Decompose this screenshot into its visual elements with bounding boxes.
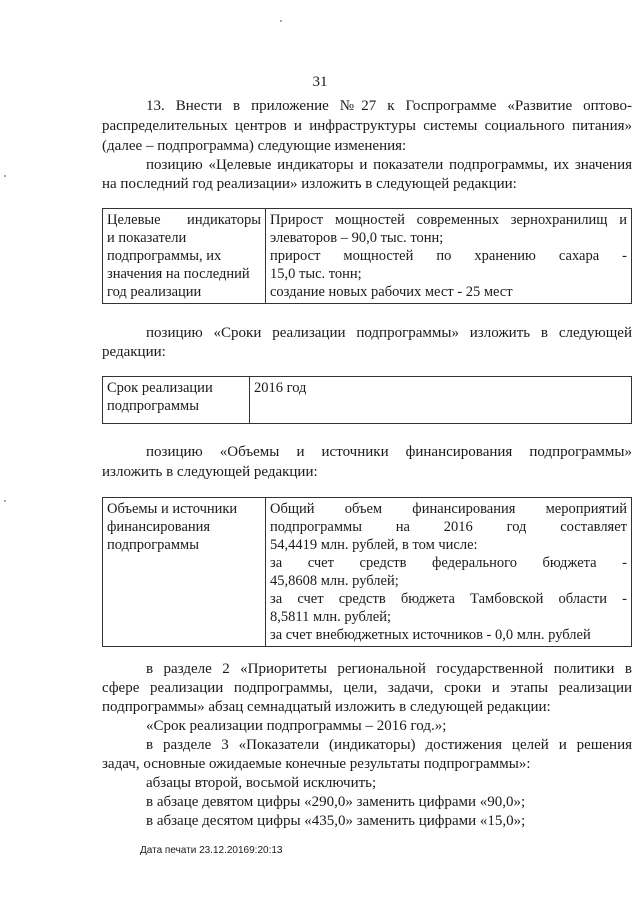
text-line: распределительных центров и инфраструктуры системы социального питания»: [102, 118, 632, 134]
text-line: «Срок реализации подпрограммы – 2016 год.»;: [146, 718, 447, 734]
targets-value-cell: Прирост мощностей современных зернохранилищ и элеваторов – 90,0 тыс. тонн; прирост мощностей по хранению сахара - 15,0 тыс. тонн; создание новых рабочих мест - 25 мест: [266, 209, 632, 304]
text-line: задач, основные ожидаемые конечные результаты подпрограммы»:: [102, 756, 531, 772]
text-line: в абзаце девятом цифры «290,0» заменить цифрами «90,0»;: [146, 794, 526, 810]
text-line: позицию «Сроки реализации подпрограммы» изложить в следующей: [146, 325, 632, 341]
text-line: позицию «Объемы и источники финансирования подпрограммы»: [146, 444, 632, 460]
targets-table: [102, 208, 632, 304]
text-line: 13. Внести в приложение №27 к Госпрограмме «Развитие оптово-: [146, 98, 632, 114]
term-label-cell: Срок реализации подпрограммы: [103, 377, 250, 424]
text-line: изложить в следующей редакции:: [102, 464, 318, 480]
funding-label-cell: Объемы и источники финансирования подпрограммы: [103, 498, 266, 647]
print-date-footer: Дата печати 23.12.20169:20:13: [140, 845, 283, 856]
text-line: в абзаце десятом цифры «435,0» заменить цифрами «15,0»;: [146, 813, 526, 829]
text-line: сфере реализации подпрограммы, цели, задачи, сроки и этапы реализации: [102, 680, 632, 696]
targets-label-cell: Целевые индикаторы и показатели подпрограммы, их значения на последний год реализации: [103, 209, 266, 304]
funding-table: [102, 497, 632, 647]
text-line: в разделе 3 «Показатели (индикаторы) достижения целей и решения: [146, 737, 632, 753]
text-line: абзацы второй, восьмой исключить;: [146, 775, 377, 791]
text-line: на последний год реализации» изложить в следующей редакции:: [102, 176, 517, 192]
scan-speck: [4, 500, 6, 502]
text-line: (далее – подпрограмма) следующие изменения:: [102, 138, 407, 154]
text-line: в разделе 2 «Приоритеты региональной государственной политики в: [146, 661, 632, 677]
text-line: позицию «Целевые индикаторы и показатели подпрограммы, их значения: [146, 157, 632, 173]
scan-speck: [280, 20, 282, 22]
term-table: [102, 376, 632, 424]
funding-value-cell: Общий объем финансирования мероприятий подпрограммы на 2016 год составляет 54,4419 млн. рублей, в том числе: за счет средств федерального бюджета - 45,8608 млн. рублей; за счет средств бюджета Тамбовской области - 8,5811 млн. рублей; за счет внебюджетных источников - 0,0 млн. рублей: [266, 498, 632, 647]
scan-speck: [4, 175, 6, 177]
term-value-cell: 2016 год: [250, 377, 632, 424]
page-number: 31: [312, 74, 328, 90]
text-line: подпрограммы» абзац семнадцатый изложить в следующей редакции:: [102, 699, 551, 715]
text-line: редакции:: [102, 344, 166, 360]
